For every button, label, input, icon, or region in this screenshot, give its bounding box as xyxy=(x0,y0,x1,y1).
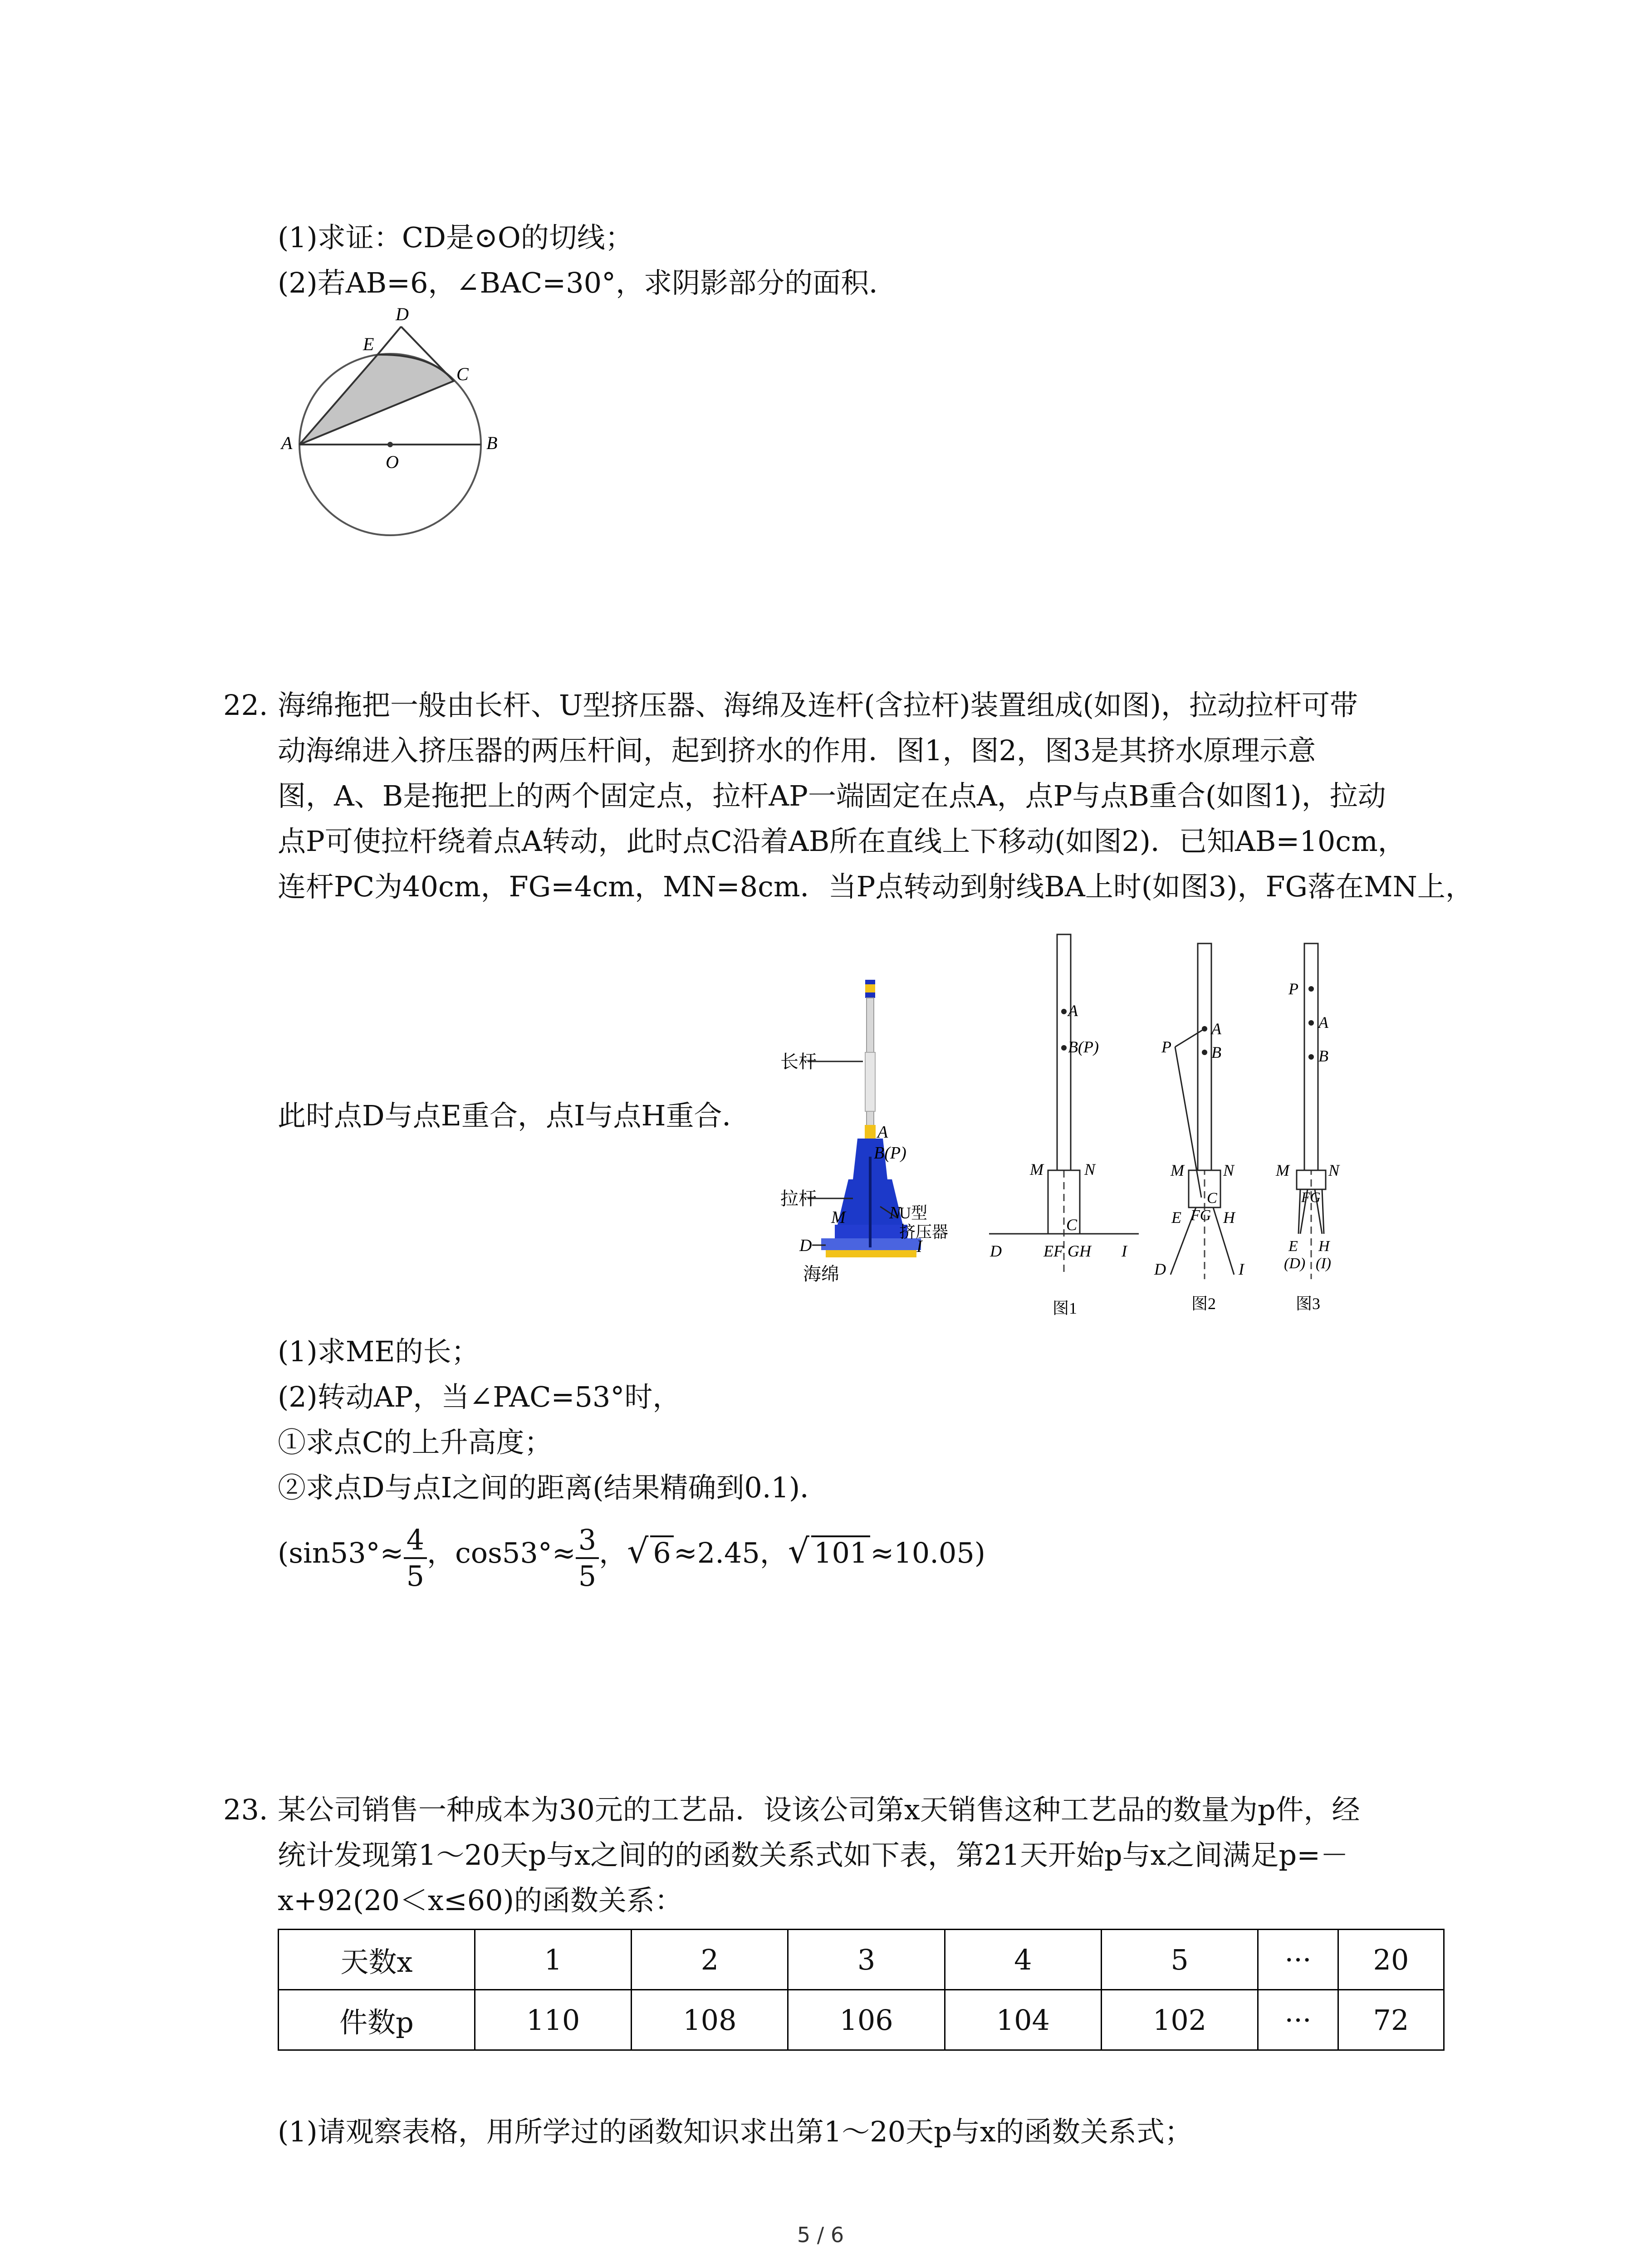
fig3-label-E: E xyxy=(1288,1238,1298,1255)
q21-circle-figure xyxy=(272,299,499,544)
q22-line-1: 海绵拖把一般由长杆、U型挤压器、海绵及连杆(含拉杆)装置组成(如图)，拉动拉杆可带 xyxy=(278,689,1358,722)
fig1-label-D: D xyxy=(990,1242,1002,1260)
sqrt-icon: √ xyxy=(627,1532,649,1571)
table-cell: 天数x xyxy=(279,1930,475,1990)
fig2-label-D: D xyxy=(1154,1260,1166,1278)
label-O: O xyxy=(386,452,399,472)
q23-line-2: 统计发现第1～20天p与x之间的的函数关系式如下表，第21天开始p与x之间满足p=－ xyxy=(278,1838,1349,1872)
label-B: B xyxy=(486,433,498,453)
table-cell: 20 xyxy=(1338,1930,1444,1990)
table-cell: 5 xyxy=(1101,1930,1258,1990)
fig1-label-N: N xyxy=(1084,1160,1096,1178)
fig1-label-EFGH: EF GH xyxy=(1043,1242,1091,1260)
q22-line-2: 动海绵进入挤压器的两压杆间，起到挤水的作用．图1，图2，图3是其挤水原理示意 xyxy=(278,734,1316,767)
hint-v2: ≈10.05) xyxy=(870,1536,985,1569)
sqrt-icon: √ xyxy=(788,1532,810,1571)
fig2-label-FG: FG xyxy=(1190,1207,1211,1224)
q23-line-3: x+92(20＜x≤60)的函数关系： xyxy=(278,1884,683,1917)
label-D: D xyxy=(396,304,409,324)
q22-line-4: 点P可使拉杆绕着点A转动，此时点C沿着AB所在直线上下移动(如图2)．已知AB=10cm， xyxy=(278,825,1406,858)
label-C: C xyxy=(456,364,469,384)
q22-number: 22. xyxy=(223,689,268,722)
q22-part2b: ②求点D与点I之间的距离(结果精确到0.1)． xyxy=(278,1471,828,1504)
fig3-label-P: P xyxy=(1288,980,1298,998)
table-cell: 108 xyxy=(632,1990,788,2050)
mop-label-M: M xyxy=(831,1208,846,1227)
figure-3 xyxy=(1266,925,1388,1325)
fig2-label-A: A xyxy=(1211,1020,1221,1038)
mop-label-BP: B(P) xyxy=(874,1144,906,1163)
fig1-label-I: I xyxy=(1122,1242,1127,1260)
table-cell: ··· xyxy=(1258,1990,1338,2050)
mop-label-pull-rod: 拉杆 xyxy=(780,1188,817,1209)
mop-label-A: A xyxy=(877,1123,888,1142)
table-cell: 3 xyxy=(788,1930,945,1990)
q23-part1: (1)请观察表格，用所学过的函数知识求出第1～20天p与x的函数关系式； xyxy=(278,2115,1193,2148)
fig2-label-B: B xyxy=(1211,1043,1221,1061)
q21-part2: (2)若AB=6，∠BAC=30°，求阴影部分的面积． xyxy=(278,266,897,299)
fig2-caption: 图2 xyxy=(1191,1295,1216,1313)
fig2-label-P: P xyxy=(1161,1038,1171,1056)
fig1-label-BP: B(P) xyxy=(1068,1038,1099,1056)
q22-part1: (1)求ME的长； xyxy=(278,1335,480,1368)
q22-line-3: 图，A、B是拖把上的两个固定点，拉杆AP一端固定在点A，点P与点B重合(如图1)，拉动 xyxy=(278,779,1386,812)
fig2-label-N: N xyxy=(1223,1161,1234,1179)
fig1-label-C: C xyxy=(1066,1216,1078,1234)
fig3-caption: 图3 xyxy=(1296,1295,1321,1313)
fig3-label-H: H xyxy=(1318,1238,1330,1255)
label-A: A xyxy=(281,433,293,453)
table-cell: ··· xyxy=(1258,1930,1338,1990)
fig2-label-H: H xyxy=(1223,1208,1235,1227)
fig3-label-B: B xyxy=(1318,1047,1328,1065)
q23-table xyxy=(278,1929,1445,2051)
mop-illustration xyxy=(780,966,994,1293)
q22-line-5: 连杆PC为40cm，FG=4cm，MN=8cm．当P点转动到射线BA上时(如图3)，FG落在MN上， xyxy=(278,870,1474,903)
q22-part2a: ①求点C的上升高度； xyxy=(278,1426,553,1459)
table-row xyxy=(279,1990,1444,2050)
table-row xyxy=(279,1930,1444,1990)
page-number: 5 / 6 xyxy=(797,2223,844,2247)
sqrt-6: 6 xyxy=(650,1535,673,1569)
q23-line-1: 某公司销售一种成本为30元的工艺品．设该公司第x天销售这种工艺品的数量为p件，经 xyxy=(278,1793,1360,1826)
fig2-label-E: E xyxy=(1171,1208,1181,1227)
fraction-numerator: 3 xyxy=(576,1523,599,1559)
table-cell: 110 xyxy=(475,1990,632,2050)
fraction-denominator: 5 xyxy=(578,1559,597,1593)
table-cell: 件数p xyxy=(279,1990,475,2050)
fig2-label-I: I xyxy=(1239,1260,1244,1278)
fraction-denominator: 5 xyxy=(406,1559,425,1593)
fig1-label-A: A xyxy=(1068,1002,1078,1020)
mop-label-sponge: 海绵 xyxy=(803,1264,839,1284)
mop-label-long-pole: 长杆 xyxy=(780,1051,817,1072)
fraction-numerator: 4 xyxy=(404,1523,427,1559)
mop-label-N: N xyxy=(889,1203,901,1222)
q22-line-6: 此时点D与点E重合，点I与点H重合． xyxy=(278,1099,750,1132)
table-cell: 104 xyxy=(945,1990,1101,2050)
figure-1 xyxy=(985,925,1148,1325)
hint-open: (sin53°≈ xyxy=(278,1536,404,1569)
q22-hint xyxy=(278,1515,985,1591)
q23-number: 23. xyxy=(223,1793,268,1826)
fig3-label-M: M xyxy=(1276,1161,1289,1179)
table-cell: 106 xyxy=(788,1990,945,2050)
fig3-label-N: N xyxy=(1328,1161,1340,1179)
label-E: E xyxy=(363,334,374,354)
fig3-label-D: (D) xyxy=(1284,1255,1306,1272)
q22-part2: (2)转动AP，当∠PAC=53°时， xyxy=(278,1380,681,1413)
sqrt-101: 101 xyxy=(811,1535,870,1569)
table-cell: 1 xyxy=(475,1930,632,1990)
table-cell: 4 xyxy=(945,1930,1101,1990)
mop-label-squeezer: 挤压器 xyxy=(899,1223,949,1241)
mop-label-u-type: U型 xyxy=(899,1204,927,1222)
figure-2 xyxy=(1148,925,1284,1325)
hint-v1: ≈2.45， xyxy=(673,1536,788,1569)
fig3-label-A: A xyxy=(1318,1013,1328,1031)
fig2-label-M: M xyxy=(1171,1161,1184,1179)
fraction-3-5 xyxy=(576,1523,599,1593)
q21-part1: (1)求证：CD是⊙O的切线； xyxy=(278,221,633,254)
mop-label-I: I xyxy=(916,1237,922,1256)
table-cell: 102 xyxy=(1101,1990,1258,2050)
fig2-label-C: C xyxy=(1207,1190,1217,1207)
mop-label-D: D xyxy=(799,1236,812,1255)
fig1-caption: 图1 xyxy=(1053,1299,1078,1317)
hint-sep: ， xyxy=(599,1536,627,1569)
fig1-label-M: M xyxy=(1030,1160,1043,1178)
fig3-label-I: (I) xyxy=(1316,1255,1331,1272)
fraction-4-5 xyxy=(404,1523,427,1593)
table-cell: 72 xyxy=(1338,1990,1444,2050)
fig3-label-FG: FG xyxy=(1301,1189,1321,1205)
table-cell: 2 xyxy=(632,1930,788,1990)
hint-mid: ，cos53°≈ xyxy=(427,1536,576,1569)
